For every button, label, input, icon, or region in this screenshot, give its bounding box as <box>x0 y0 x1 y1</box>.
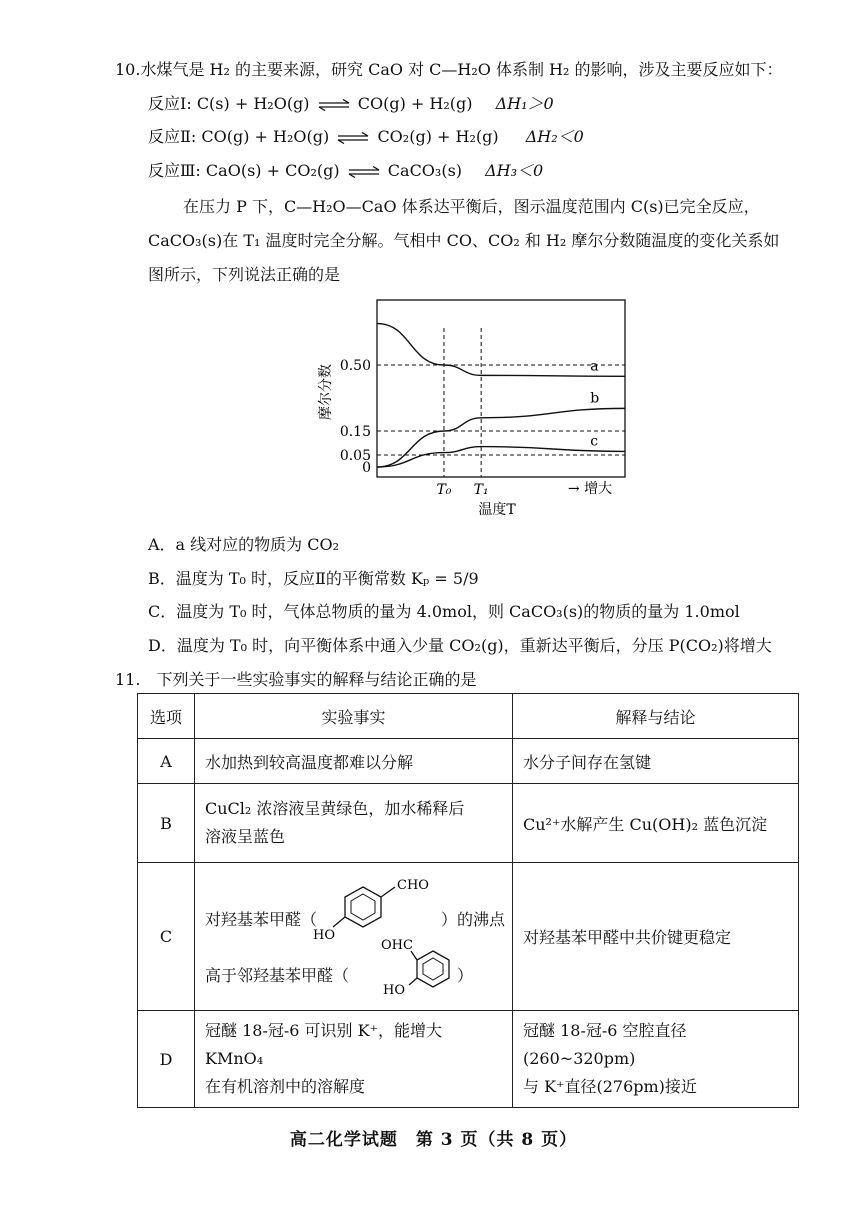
reaction-2-dh: ΔH₂＜0 <box>525 127 584 146</box>
header-option: 选项 <box>138 694 195 739</box>
ortho-ohc-label: OHC <box>381 938 413 953</box>
x-tick-label: T₁ <box>473 482 489 498</box>
q11-number: 11. <box>115 670 141 689</box>
row-d-fact <box>195 1011 513 1108</box>
reaction-1-rhs: CO(g) + H₂(g) <box>357 94 473 113</box>
reaction-1 <box>148 93 554 115</box>
y-tick-label: 0.15 <box>339 424 371 440</box>
q11-stem <box>115 669 476 691</box>
q10-option-c: C．温度为 T₀ 时，气体总物质的量为 4.0mol，则 CaCO₃(s)的物质的量为 1.0mol <box>148 602 740 621</box>
row-c-option: C <box>138 863 195 1011</box>
series-c-label: c <box>590 433 599 450</box>
x-tick-label: T₀ <box>436 482 452 498</box>
q10-stem-text: 水煤气是 H₂ 的主要来源，研究 CaO 对 C—H₂O 体系制 H₂ 的影响，涉及主要反应如下： <box>140 60 783 79</box>
row-a-fact: 水加热到较高温度都难以分解 <box>195 739 513 784</box>
reaction-3-lhs: CaO(s) + CO₂(g) <box>205 161 340 180</box>
reaction-3-dh: ΔH₃＜0 <box>485 161 544 180</box>
row-d-option: D <box>138 1011 195 1108</box>
reaction-2-lhs: CO(g) + H₂O(g) <box>201 127 330 146</box>
q10-option-b: B．温度为 T₀ 时，反应Ⅱ的平衡常数 Kₚ = 5/9 <box>148 569 479 588</box>
y-tick-label: 0.05 <box>339 448 371 464</box>
row-b-conclusion: Cu²⁺水解产生 Cu(OH)₂ 蓝色沉淀 <box>513 784 799 863</box>
q10-option-d: D．温度为 T₀ 时，向平衡体系中通入少量 CO₂(g)，重新达平衡后，分压 P(CO₂)将增大 <box>148 636 772 655</box>
row-d-conclusion <box>513 1011 799 1108</box>
para-ho-label: HO <box>313 928 335 941</box>
row-c-fact-part-4: ） <box>457 966 474 985</box>
reaction-2-label: 反应Ⅱ: <box>148 127 197 146</box>
equilibrium-arrow-icon <box>336 132 370 144</box>
series-c-line <box>377 447 625 467</box>
row-d-conclusion-line-1: 冠醚 18-冠-6 空腔直径(260~320pm) <box>523 1021 687 1068</box>
series-b-label: b <box>590 390 600 407</box>
row-c-conclusion: 对羟基苯甲醛中共价键更稳定 <box>513 863 799 1011</box>
y-tick-label: 0 <box>362 460 371 476</box>
q10-desc-2: CaCO₃(s)在 T₁ 温度时完全分解。气相中 CO、CO₂ 和 H₂ 摩尔分数随温度的变化关系如 <box>148 231 780 250</box>
page-footer: 高二化学试题 第 3 页（共 8 页） <box>289 1130 578 1150</box>
reaction-1-dh: ΔH₁＞0 <box>495 94 554 113</box>
row-c-fact <box>195 863 513 1011</box>
row-d-fact-line-2: 在有机溶剂中的溶解度 <box>205 1077 366 1096</box>
q10-desc-3: 图所示，下列说法正确的是 <box>148 265 341 284</box>
mole-fraction-chart <box>310 292 650 524</box>
equilibrium-arrow-icon <box>317 99 351 111</box>
row-a-option: A <box>138 739 195 784</box>
header-conclusion: 解释与结论 <box>513 694 799 739</box>
row-b-fact-line-1: CuCl₂ 浓溶液呈黄绿色，加水稀释后 <box>205 799 465 818</box>
q10-stem <box>115 59 783 81</box>
row-d-conclusion-line-2: 与 K⁺直径(276pm)接近 <box>523 1077 697 1096</box>
reaction-2-rhs: CO₂(g) + H₂(g) <box>377 127 499 146</box>
q10-desc-1: 在压力 P 下，C—H₂O—CaO 体系达平衡后，图示温度范围内 C(s)已完全反应， <box>183 197 760 216</box>
table-row <box>138 739 799 784</box>
reaction-1-lhs: C(s) + H₂O(g) <box>196 94 310 113</box>
table-row <box>138 1011 799 1108</box>
chart-x-arrow-label: → 增大 <box>568 481 613 497</box>
reaction-3-label: 反应Ⅲ: <box>148 161 201 180</box>
ortho-ho-label: HO <box>383 983 405 997</box>
row-a-conclusion: 水分子间存在氢键 <box>513 739 799 784</box>
row-c-fact-part-2: ）的沸点 <box>441 910 506 929</box>
para-hydroxybenzaldehyde-structure-icon <box>313 869 443 941</box>
reaction-3 <box>148 160 543 182</box>
row-b-fact <box>195 784 513 863</box>
header-fact: 实验事实 <box>195 694 513 739</box>
table-row <box>138 784 799 863</box>
para-cho-label: CHO <box>397 878 429 893</box>
q10-option-a: A．a 线对应的物质为 CO₂ <box>148 535 340 554</box>
series-a-line <box>377 324 625 377</box>
row-b-fact-line-2: 溶液呈蓝色 <box>205 827 286 846</box>
series-a-label: a <box>590 358 599 375</box>
table-header-row <box>138 694 799 739</box>
row-c-fact-part-1: 对羟基苯甲醛（ <box>205 910 318 929</box>
y-tick-label: 0.50 <box>339 358 371 374</box>
row-d-fact-line-1: 冠醚 18-冠-6 可识别 K⁺，能增大 KMnO₄ <box>205 1021 443 1068</box>
reaction-3-rhs: CaCO₃(s) <box>387 161 463 180</box>
reaction-2 <box>148 126 584 148</box>
row-c-fact-part-3: 高于邻羟基苯甲醛（ <box>205 966 350 985</box>
ortho-hydroxybenzaldehyde-structure-icon <box>381 937 461 997</box>
chart-xlabel: 温度T <box>478 502 516 518</box>
chart-ylabel: 摩尔分数 <box>318 364 334 420</box>
row-b-option: B <box>138 784 195 863</box>
equilibrium-arrow-icon <box>347 166 381 178</box>
q11-table <box>137 693 799 1108</box>
reaction-1-label: 反应Ⅰ: <box>148 94 192 113</box>
table-row <box>138 863 799 1011</box>
q10-number: 10. <box>115 60 141 79</box>
q11-stem-text: 下列关于一些实验事实的解释与结论正确的是 <box>156 670 477 689</box>
